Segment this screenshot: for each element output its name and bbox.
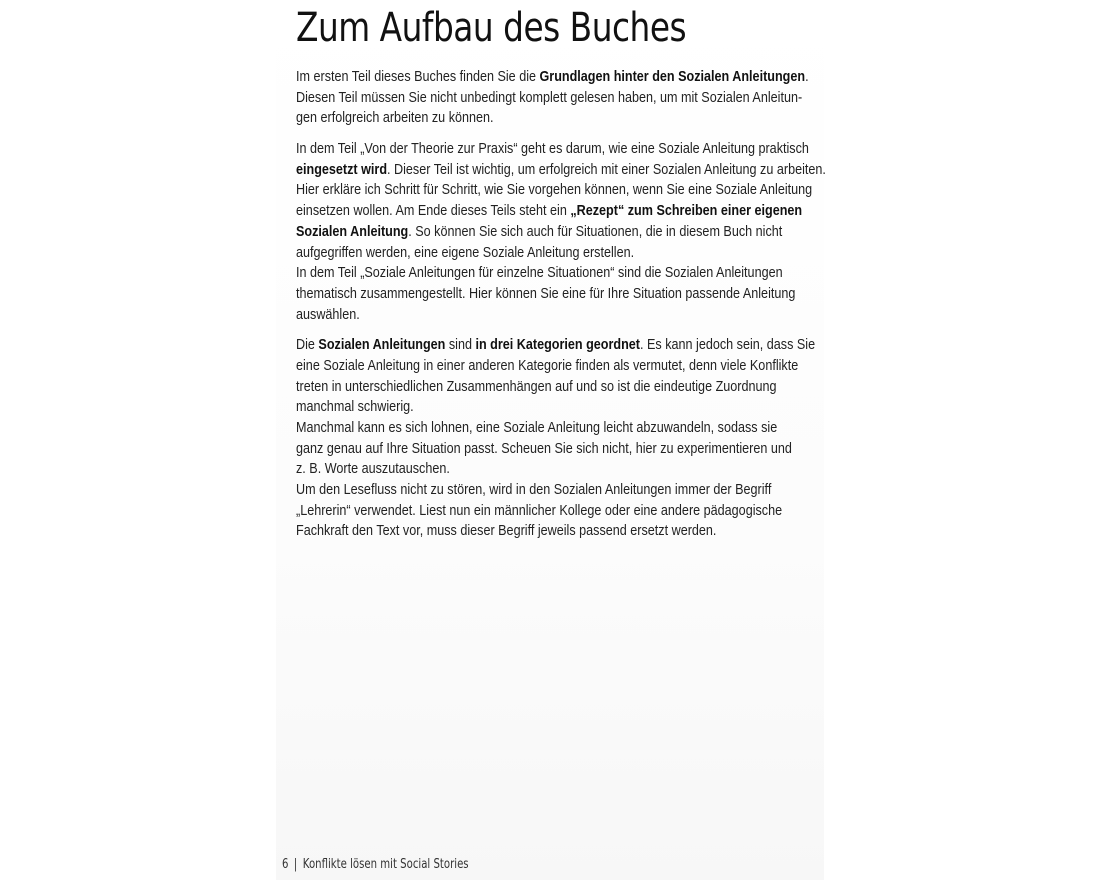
text-line bbox=[296, 439, 792, 460]
text-line bbox=[296, 67, 809, 88]
text-segment: manchmal schwierig. bbox=[296, 398, 414, 416]
text-line bbox=[296, 88, 803, 109]
text-line bbox=[296, 356, 799, 377]
text-line bbox=[296, 243, 740, 264]
text-line bbox=[296, 377, 777, 398]
text-line bbox=[296, 108, 740, 129]
paragraph bbox=[296, 335, 824, 542]
text-segment: . Es kann jedoch sein, dass Sie bbox=[640, 336, 816, 354]
book-title: Konflikte lösen mit Social Stories bbox=[302, 857, 469, 872]
text-segment: „Lehrerin“ verwendet. Liest nun ein männlicher Kollege oder eine andere pädagogische bbox=[296, 501, 783, 519]
text-line bbox=[296, 418, 778, 439]
page-number: 6 bbox=[282, 857, 289, 872]
text-segment: Manchmal kann es sich lohnen, eine Soziale Anleitung leicht abzuwandeln, sodass sie bbox=[296, 419, 778, 436]
bold-text: Sozialen Anleitung bbox=[296, 222, 409, 240]
page-footer bbox=[282, 855, 469, 875]
paragraph bbox=[296, 67, 824, 129]
text-line bbox=[296, 139, 809, 160]
text-line bbox=[296, 480, 772, 501]
bold-text: „Rezept“ zum Schreiben einer eigenen bbox=[570, 202, 803, 220]
text-segment: Diesen Teil müssen Sie nicht unbedingt komplett gelesen haben, um mit Sozialen Anleitun- bbox=[296, 88, 803, 106]
text-line bbox=[296, 160, 826, 181]
paragraph bbox=[296, 139, 824, 325]
text-segment: . bbox=[805, 68, 809, 85]
text-segment: ganz genau auf Ihre Situation passt. Scheuen Sie sich nicht, hier zu experimentieren und bbox=[296, 439, 792, 457]
text-segment: Im ersten Teil dieses Buches finden Sie die bbox=[296, 68, 540, 85]
text-segment: . Dieser Teil ist wichtig, um erfolgreich mit einer Sozialen Anleitung zu arbeiten. bbox=[387, 160, 826, 178]
text-segment: gen erfolgreich arbeiten zu können. bbox=[296, 109, 494, 127]
text-segment: In dem Teil „Soziale Anleitungen für einzelne Situationen“ sind die Sozialen Anleitungen bbox=[296, 264, 783, 282]
footer-separator: | bbox=[293, 857, 298, 872]
text-line bbox=[296, 201, 803, 222]
text-segment: treten in unterschiedlichen Zusammenhängen auf und so ist die eindeutige Zuordnung bbox=[296, 377, 777, 395]
text-segment: eine Soziale Anleitung in einer anderen Kategorie finden als vermutet, denn viele Konflikte bbox=[296, 356, 799, 374]
text-segment: aufgegriffen werden, eine eigene Soziale Anleitung erstellen. bbox=[296, 243, 635, 261]
text-line bbox=[296, 397, 740, 418]
text-segment: Fachkraft den Text vor, muss dieser Begriff jeweils passend ersetzt werden. bbox=[296, 522, 717, 540]
bold-text: eingesetzt wird bbox=[296, 160, 388, 178]
text-segment: z. B. Worte auszutauschen. bbox=[296, 460, 450, 478]
text-segment: sind bbox=[445, 336, 476, 354]
bold-text: in drei Kategorien geordnet bbox=[475, 336, 641, 354]
text-line bbox=[296, 284, 796, 305]
text-segment: auswählen. bbox=[296, 305, 360, 323]
page-title: Zum Aufbau des Buches bbox=[296, 5, 687, 51]
text-line bbox=[296, 263, 783, 284]
text-line bbox=[296, 501, 783, 522]
text-segment: thematisch zusammengestellt. Hier können Sie eine für Ihre Situation passende Anleitung bbox=[296, 284, 796, 302]
text-segment: In dem Teil „Von der Theorie zur Praxis“ geht es darum, wie eine Soziale Anleitung praktisch bbox=[296, 140, 809, 158]
text-segment: Hier erkläre ich Schritt für Schritt, wie Sie vorgehen können, wenn Sie eine Soziale Anleitung bbox=[296, 181, 813, 199]
bold-text: Sozialen Anleitungen bbox=[318, 336, 446, 354]
text-segment: Die bbox=[296, 336, 319, 354]
bold-text: Grundlagen hinter den Sozialen Anleitungen bbox=[539, 68, 806, 85]
text-line bbox=[296, 335, 816, 356]
text-line bbox=[296, 222, 783, 243]
text-segment: Um den Lesefluss nicht zu stören, wird in den Sozialen Anleitungen immer der Begriff bbox=[296, 481, 772, 499]
text-segment: . So können Sie sich auch für Situationen, die in diesem Buch nicht bbox=[408, 222, 783, 240]
text-line bbox=[296, 521, 740, 542]
text-line bbox=[296, 180, 813, 201]
body-text bbox=[296, 67, 824, 552]
text-line bbox=[296, 305, 740, 326]
text-line bbox=[296, 459, 740, 480]
text-segment: einsetzen wollen. Am Ende dieses Teils steht ein bbox=[296, 202, 571, 220]
